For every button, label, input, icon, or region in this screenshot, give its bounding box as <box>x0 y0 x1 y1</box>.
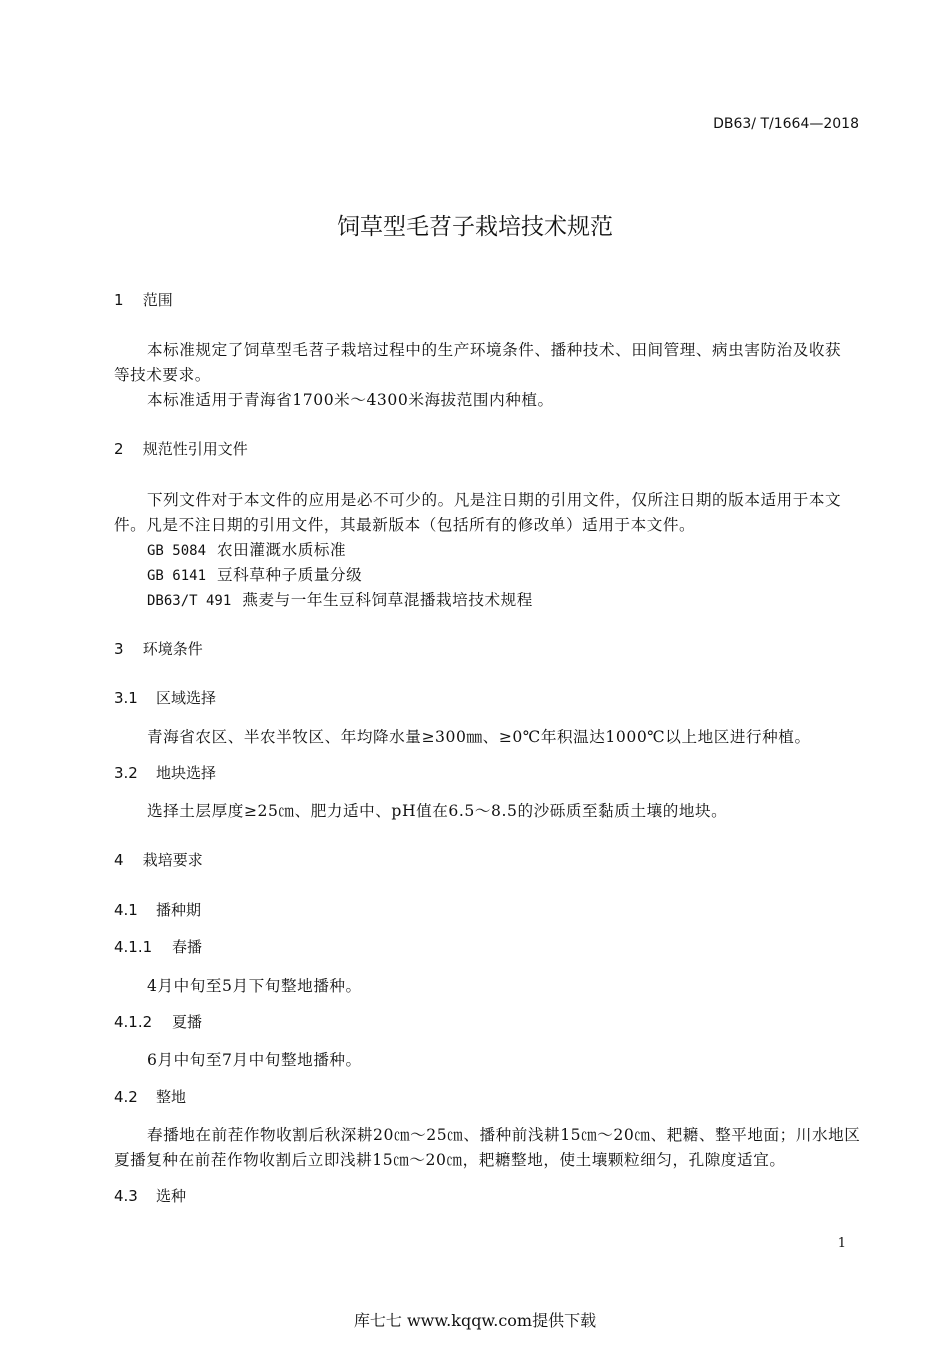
section-number: 2 <box>114 440 124 458</box>
paragraph: 等技术要求。 <box>114 366 211 384</box>
paragraph: 6月中旬至7月中旬整地播种。 <box>147 1051 362 1069</box>
paragraph: 下列文件对于本文件的应用是必不可少的。凡是注日期的引用文件，仅所注日期的版本适用于本文 <box>147 491 842 509</box>
paragraph: 4月中旬至5月下旬整地播种。 <box>147 977 362 995</box>
page-number: 1 <box>837 1236 846 1251</box>
section-1-heading <box>114 289 173 310</box>
paragraph: 本标准规定了饲草型毛苕子栽培过程中的生产环境条件、播种技术、田间管理、病虫害防治及收获 <box>147 341 842 359</box>
paragraph: 选择土层厚度≥25㎝、肥力适中、pH值在6.5～8.5的沙砾质至黏质土壤的地块。 <box>147 802 728 820</box>
section-4-1-1-heading: 4.1.1 春播 <box>114 938 203 956</box>
section-4-heading: 4 栽培要求 <box>114 851 203 869</box>
section-3-heading: 3 环境条件 <box>114 640 203 658</box>
document-title: 饲草型毛苕子栽培技术规范 <box>337 214 613 240</box>
download-footer: 库七七 www.kqqw.com提供下载 <box>353 1311 597 1330</box>
section-2-heading <box>114 438 248 459</box>
section-4-1-2-heading: 4.1.2 夏播 <box>114 1013 203 1031</box>
paragraph: 件。凡是不注日期的引用文件，其最新版本（包括所有的修改单）适用于本文件。 <box>114 516 696 534</box>
reference-item: DB63/T 491 燕麦与一年生豆科饲草混播栽培技术规程 <box>147 591 533 609</box>
section-title: 规范性引用文件 <box>142 440 248 458</box>
section-4-3-heading: 4.3 选种 <box>114 1187 187 1205</box>
reference-item: GB 5084 农田灌溉水质标准 <box>147 541 347 559</box>
paragraph: 春播地在前茬作物收割后秋深耕20㎝～25㎝、播种前浅耕15㎝～20㎝、耙耱、整平地面；川水地区 <box>147 1126 861 1144</box>
section-3-1-heading: 3.1 区域选择 <box>114 689 217 707</box>
standard-number: DB63/ T/1664—2018 <box>713 116 859 132</box>
section-number: 1 <box>114 291 124 309</box>
paragraph: 青海省农区、半农半牧区、年均降水量≥300㎜、≥0℃年积温达1000℃以上地区进行种植。 <box>147 728 811 746</box>
section-4-1-heading: 4.1 播种期 <box>114 901 202 919</box>
section-4-2-heading: 4.2 整地 <box>114 1088 187 1106</box>
paragraph: 夏播复种在前茬作物收割后立即浅耕15㎝～20㎝，耙耱整地，使土壤颗粒细匀，孔隙度适宜。 <box>114 1151 786 1169</box>
section-3-2-heading: 3.2 地块选择 <box>114 764 217 782</box>
section-title: 范围 <box>142 291 173 309</box>
reference-item: GB 6141 豆科草种子质量分级 <box>147 566 363 584</box>
paragraph: 本标准适用于青海省1700米～4300米海拔范围内种植。 <box>147 391 554 409</box>
